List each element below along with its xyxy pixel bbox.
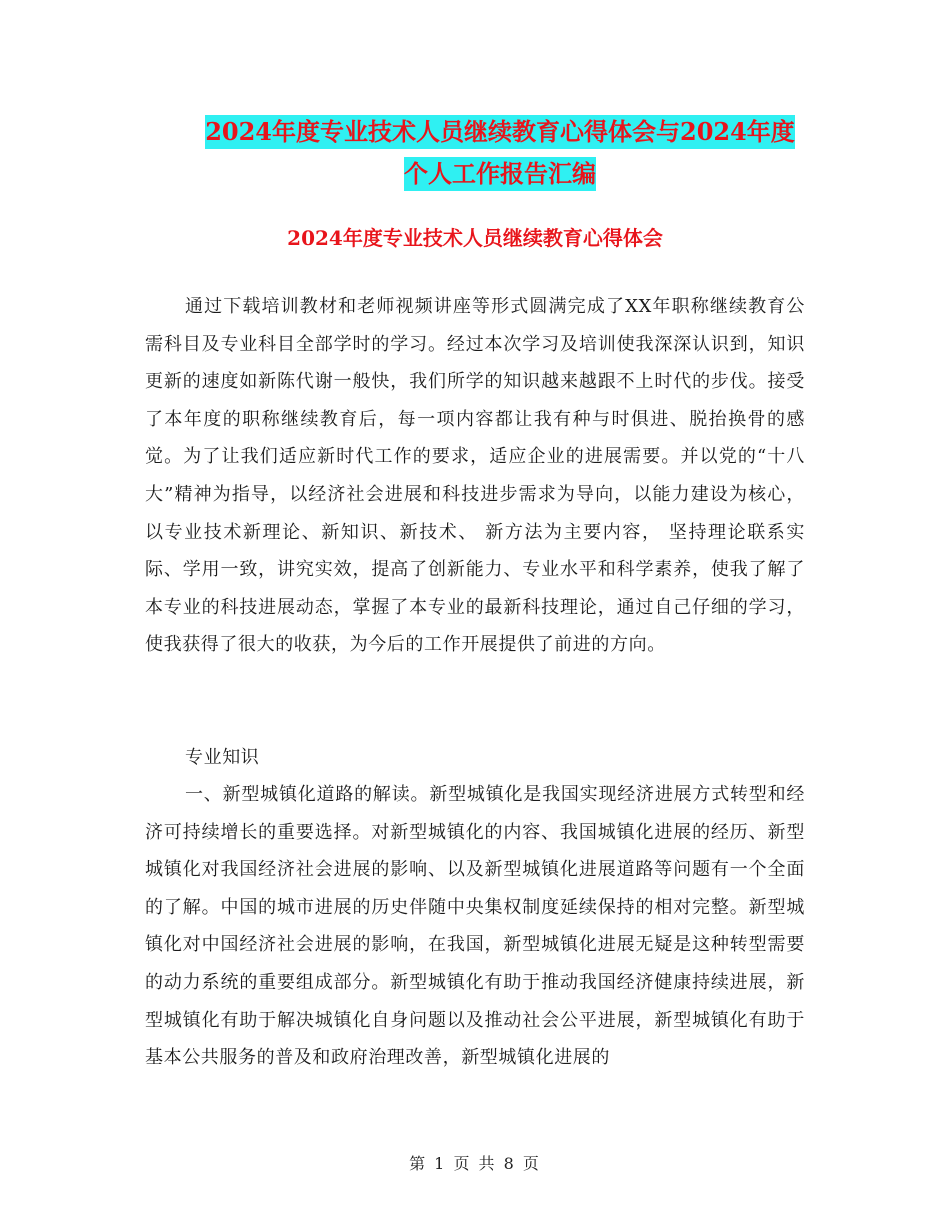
document-title-line-2 xyxy=(150,158,850,190)
body-paragraph-heading: 专业知识 xyxy=(185,747,260,768)
body-paragraph-intro: 通过下载培训教材和老师视频讲座等形式圆满完成了XX年职称继续教育公需科目及专业科目全部学时的学习。经过本次学习及培训使我深深认识到，知识更新的速度如新陈代谢一般快，我们所学的知识越来越跟不上时代的步伐。接受了本年度的职称继续教育后，每一项内容都让我有种与时俱进、脱抬换骨的感觉。为了让我们适应新时代工作的要求，适应企业的进展需要。并以党的“十八大”精神为指导，以经济社会进展和科技进步需求为导向，以能力建设为核心，以专业技术新理论、新知识、新技术、 新方法为主要内容， 坚持理论联系实际、学用一致，讲究实效，提高了创新能力、专业水平和科学素养，使我了解了本专业的科技进展动态，掌握了本专业的最新科技理论，通过自己仔细的学习，使我获得了很大的收获，为今后的工作开展提供了前进的方向。 xyxy=(145,296,805,656)
document-title-line-1 xyxy=(150,116,850,148)
section-title: 2024年度专业技术人员继续教育心得体会 xyxy=(287,226,663,250)
page-footer: 第 1 页 共 8 页 xyxy=(409,1154,541,1173)
body-paragraph-urbanization: 一、新型城镇化道路的解读。新型城镇化是我国实现经济进展方式转型和经济可持续增长的重要选择。对新型城镇化的内容、我国城镇化进展的经历、新型城镇化对我国经济社会进展的影响、以及新型城镇化进展道路等问题有一个全面的了解。中国的城市进展的历史伴随中央集权制度延续保持的相对完整。新型城镇化对中国经济社会进展的影响，在我国，新型城镇化进展无疑是这种转型需要的动力系统的重要组成部分。新型城镇化有助于推动我国经济健康持续进展，新型城镇化有助于解决城镇化自身问题以及推动社会公平进展，新型城镇化有助于基本公共服务的普及和政府治理改善，新型城镇化进展的 xyxy=(145,784,805,1069)
document-title-text-1: 2024年度专业技术人员继续教育心得体会与2024年度 xyxy=(205,115,795,149)
document-title-text-2: 个人工作报告汇编 xyxy=(404,157,596,191)
